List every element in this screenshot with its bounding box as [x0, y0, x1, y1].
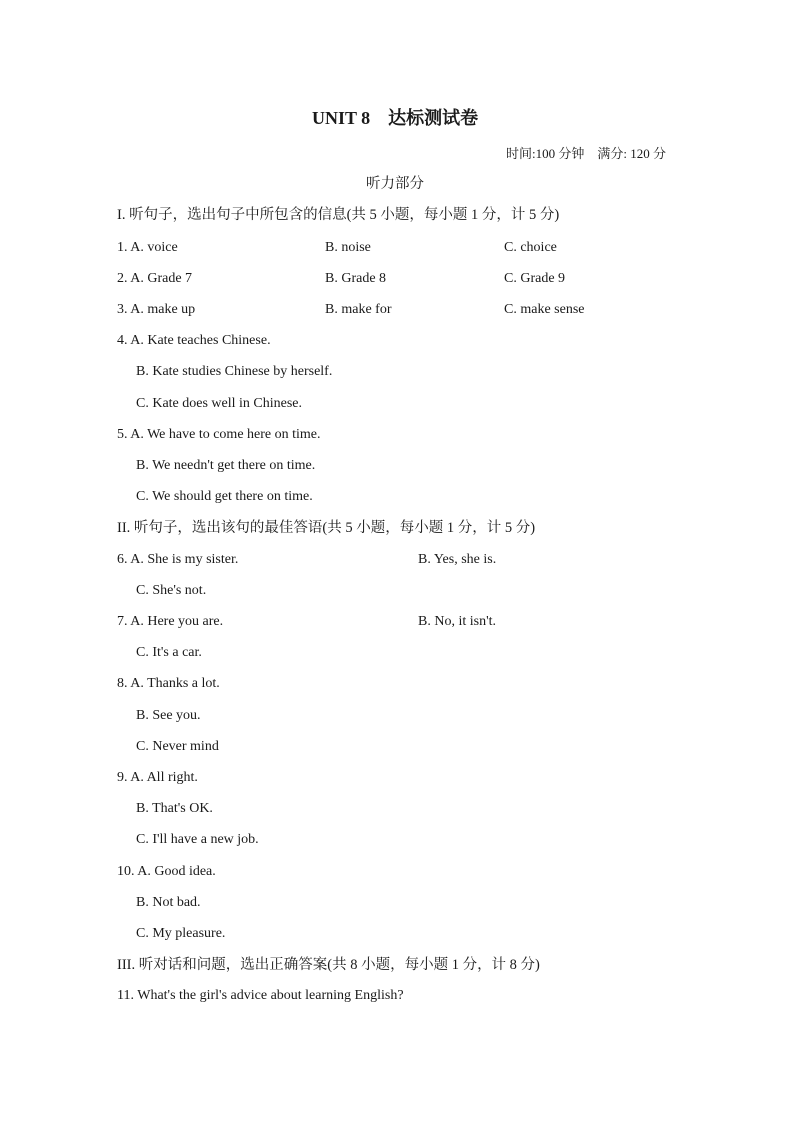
q5-option-a: 5. A. We have to come here on time. [117, 427, 321, 442]
q9-option-a: 9. A. All right. [117, 770, 198, 785]
q4-option-c: C. Kate does well in Chinese. [136, 396, 303, 411]
part-heading: 听力部分 [366, 176, 424, 192]
q10-option-a: 10. A. Good idea. [117, 864, 216, 879]
q1-option-a: 1. A. voice [117, 240, 178, 255]
q10-option-b: B. Not bad. [136, 895, 201, 910]
q2-option-b: B. Grade 8 [325, 271, 387, 286]
section-3-heading: III. 听对话和问题，选出正确答案(共 8 小题，每小题 1 分，计 8 分) [117, 957, 540, 973]
q6-option-c: C. She's not. [136, 583, 207, 598]
q6-option-b: B. Yes, she is. [418, 552, 497, 567]
q3-option-c: C. make sense [504, 302, 585, 317]
q4-option-a: 4. A. Kate teaches Chinese. [117, 333, 271, 348]
exam-meta: 时间:100 分钟 满分: 120 分 [506, 146, 666, 161]
q3-option-a: 3. A. make up [117, 302, 196, 317]
q5-option-b: B. We needn't get there on time. [136, 458, 316, 473]
q11-question: 11. What's the girl's advice about learning English? [117, 988, 404, 1003]
q2-option-a: 2. A. Grade 7 [117, 271, 193, 286]
q7-option-b: B. No, it isn't. [418, 614, 496, 629]
q5-option-c: C. We should get there on time. [136, 489, 313, 504]
q8-option-c: C. Never mind [136, 739, 219, 754]
q9-option-b: B. That's OK. [136, 801, 213, 816]
q1-option-c: C. choice [504, 240, 557, 255]
q1-option-b: B. noise [325, 240, 371, 255]
q7-option-c: C. It's a car. [136, 645, 202, 660]
section-1-heading: I. 听句子，选出句子中所包含的信息(共 5 小题，每小题 1 分，计 5 分) [117, 207, 560, 223]
q8-option-b: B. See you. [136, 708, 201, 723]
q9-option-c: C. I'll have a new job. [136, 832, 259, 847]
page-title: UNIT 8 达标测试卷 [312, 108, 479, 128]
q2-option-c: C. Grade 9 [504, 271, 566, 286]
q4-option-b: B. Kate studies Chinese by herself. [136, 364, 333, 379]
q7-option-a: 7. A. Here you are. [117, 614, 224, 629]
section-2-heading: II. 听句子，选出该句的最佳答语(共 5 小题，每小题 1 分，计 5 分) [117, 520, 536, 536]
q8-option-a: 8. A. Thanks a lot. [117, 676, 220, 691]
q3-option-b: B. make for [325, 302, 392, 317]
q10-option-c: C. My pleasure. [136, 926, 226, 941]
q6-option-a: 6. A. She is my sister. [117, 552, 239, 567]
